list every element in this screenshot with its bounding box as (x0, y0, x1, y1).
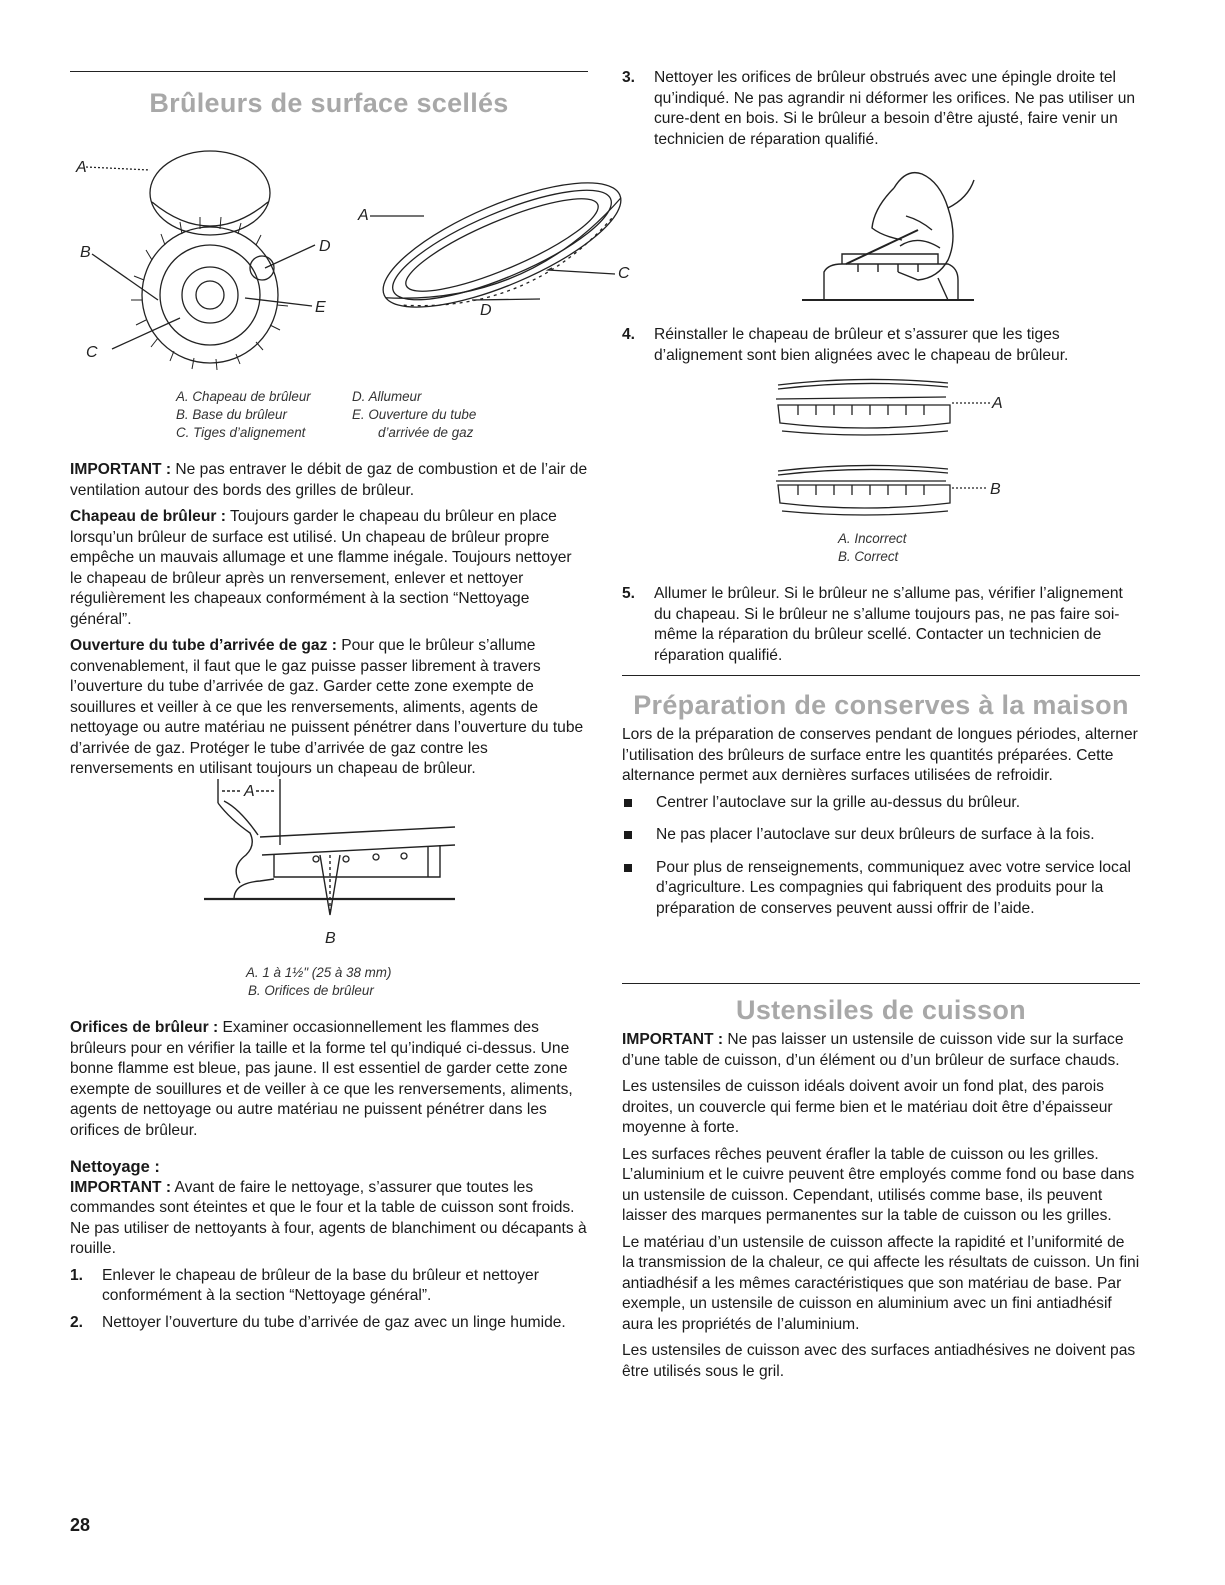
chapeau-paragraph (70, 507, 588, 630)
list-item (622, 825, 1140, 846)
list-item (622, 793, 1140, 814)
page-number: 28 (70, 1515, 91, 1535)
list-item (70, 1313, 588, 1334)
caption: B. Orifices de brûleur (248, 983, 374, 998)
paragraph-text: Toujours garder le chapeau du brûleur en place lorsqu’un brûleur de surface est utilisé. Un chapeau de brûleur propre empêche un mauvais allumage et une flamme inégale. Toujours nettoyer le chapeau de brûleur après un renversement, enlever et nettoyer régulièrement les chapeaux conformément à la section “Nettoyage général”. (70, 508, 572, 628)
paragraph-text: Ne pas laisser un ustensile de cuisson vide sur la surface d’une table de cuisson, d’un élément ou d’un brûleur de surface chauds. (622, 1031, 1124, 1069)
burner-parts-figure (70, 150, 630, 382)
caption: A. Chapeau de brûleur (176, 389, 311, 404)
label-a-oval: A (358, 207, 369, 224)
step-text: Nettoyer l’ouverture du tube d’arrivée de gaz avec un linge humide. (102, 1313, 566, 1331)
list-item (70, 1266, 588, 1307)
left-text-block-1 (70, 460, 588, 780)
ustensiles-paragraph: Les ustensiles de cuisson idéals doivent avoir un fond plat, des parois droites, un couvercle qui ferme bien et le matériau doit être d’épaisseur moyenne à forte. (622, 1078, 1113, 1136)
bold-label: Orifices de brûleur : (70, 1019, 219, 1036)
conserves-intro: Lors de la préparation de conserves pendant de longues périodes, alterner l’utilisation des brûleurs de surface entre les quantités préparées. Cette alternance permet aux dernières surfaces utilisées de refroidir. (622, 726, 1138, 784)
label-d: D (319, 238, 331, 255)
list-item (622, 584, 1140, 666)
bold-label: Ouverture du tube d’arrivée de gaz : (70, 637, 337, 654)
step-number: 2. (70, 1313, 84, 1331)
alignment-label-a: A (992, 395, 1003, 412)
section-title-ustensiles: Ustensiles de cuisson (736, 995, 1026, 1025)
list-item (622, 325, 1140, 366)
ustensiles-paragraph: Les ustensiles de cuisson avec des surfaces antiadhésives ne doivent pas être utilisés sous le gril. (622, 1342, 1136, 1380)
list-item (622, 858, 1140, 920)
step-text: Réinstaller le chapeau de brûleur et s’assurer que les tiges d’alignement sont bien alignées avec le chapeau de brûleur. (654, 326, 1069, 364)
conserves-bullets (622, 793, 1140, 920)
fig1-captions-col2 (352, 388, 476, 442)
important3-paragraph (622, 1030, 1140, 1071)
paragraph-text: Examiner occasionnellement les flammes des brûleurs pour en vérifier la taille et la forme tel qu’indiqué ci-dessus. Une bonne flamme est bleue, pas jaune. Il est essentiel de garder cette zone exempte de souillures et de veiller à ce que les renversements, aliments, agents de nettoyage ou autre matériau ne puissent pénétrer dans les orifices de brûleur. (70, 1019, 573, 1139)
left-text-block-2 (70, 1018, 588, 1333)
paragraph-text: Ne pas entraver le débit de gaz de combustion et de l’air de ventilation autour des bords des grilles de brûleur. (70, 461, 588, 499)
step-number: 1. (70, 1266, 84, 1284)
caption: E. Ouverture du tube (352, 407, 477, 422)
ustensiles-paragraph: Les surfaces rêches peuvent érafler la table de cuisson ou les grilles. L’aluminium et le cuivre peuvent être employés comme fond ou base dans un ustensile de cuisson. Cependant, utilisés comme base, ils peuvent laisser des marques permanentes sur la table de cuisson ou les grilles. (622, 1145, 1135, 1224)
caption: A. Incorrect (838, 531, 907, 546)
section-rule (622, 983, 1140, 984)
paragraph-text: Pour que le brûleur s’allume convenablement, il faut que le gaz puisse passer librement à travers l’ouverture du tube d’arrivée de gaz. Garder cette zone exempte de souillures et veiller à ce que les renversements, aliments, agents de nettoyage ou autre matériau ne puissent pénétrer dans l’ouverture du tube d’arrivée de gaz. Protéger le tube d’arrivée de gaz contre les renversements en utilisant toujours un chapeau de brûleur. (70, 637, 584, 777)
caption: B. Base du brûleur (176, 407, 287, 422)
label-d-oval: D (480, 302, 492, 319)
bold-label: IMPORTANT : (70, 1178, 172, 1196)
caption: D. Allumeur (352, 389, 422, 404)
ustensiles-block (622, 1030, 1140, 1382)
fig4-captions (838, 530, 906, 566)
bold-label: IMPORTANT : (622, 1031, 724, 1048)
important-paragraph (70, 460, 588, 501)
label-e: E (315, 299, 326, 316)
orifices-paragraph (70, 1018, 588, 1141)
section-rule (622, 675, 1140, 676)
bold-label: Chapeau de brûleur : (70, 508, 226, 525)
caption: B. Correct (838, 549, 899, 564)
step-text: Enlever le chapeau de brûleur de la base du brûleur et nettoyer conformément à la section “Nettoyage général”. (102, 1266, 539, 1304)
label-c-oval: C (618, 265, 630, 282)
step-number: 4. (622, 326, 636, 343)
conserves-block (622, 725, 1140, 919)
step-text: Allumer le brûleur. Si le brûleur ne s’allume pas, vérifier l’alignement du chapeau. Si le brûleur ne s’allume toujours pas, ne pas faire soi-même la réparation du brûleur scellé. Contacter un technicien de réparation qualifié. (654, 585, 1123, 664)
bullet-square-icon (624, 831, 632, 839)
caption: C. Tiges d’alignement (176, 425, 306, 440)
caption: d’arrivée de gaz (378, 425, 474, 440)
step3-list (622, 68, 1140, 150)
section-title-conserves: Préparation de conserves à la maison (633, 690, 1129, 720)
flame-orifice-figure (190, 775, 490, 957)
ouverture-paragraph (70, 636, 588, 780)
label-b: B (80, 244, 91, 261)
section-rule (70, 71, 588, 72)
list-item (622, 68, 1140, 150)
cleaning-steps-list (70, 1266, 588, 1334)
step-number: 5. (622, 585, 636, 602)
cap-alignment-figure (768, 375, 1008, 523)
section-title-bruleurs: Brûleurs de surface scellés (149, 88, 509, 118)
step-number: 3. (622, 69, 636, 86)
caption: A. 1 à 1½" (25 à 38 mm) (246, 965, 392, 980)
fig2-captions (246, 964, 391, 1000)
step-text: Nettoyer les orifices de brûleur obstrués avec une épingle droite tel qu’indiqué. Ne pas agrandir ni déformer les orifices. Ne pas utiliser un cure-dent en bois. Si le brûleur a besoin d’être ajusté, faire venir un technicien de réparation qualifié. (654, 69, 1136, 148)
paragraph-text: Avant de faire le nettoyage, s’assurer que toutes les commandes sont éteintes et que le four et la table de cuisson sont froids. Ne pas utiliser de nettoyants à four, agents de blanchiment ou décapants à rouille. (70, 1178, 587, 1257)
nettoyage-heading: Nettoyage : (70, 1158, 160, 1176)
orifice-label-b: B (325, 930, 336, 947)
step4-list (622, 325, 1140, 366)
bullet-square-icon (624, 864, 632, 872)
ustensiles-paragraph: Le matériau d’un ustensile de cuisson affecte la rapidité et l’uniformité de la transmission de la chaleur, ce qui affecte les résultats de cuisson. Un fini antiadhésif a les mêmes caractéristiques que son matériau de base. Par exemple, un ustensile de cuisson en aluminium avec un fini antiadhésif aura les propriétés de l’aluminium. (622, 1233, 1140, 1333)
bullet-text: Ne pas placer l’autoclave sur deux brûleurs de surface à la fois. (656, 826, 1095, 843)
step5-list (622, 584, 1140, 666)
fig1-captions-col1 (176, 388, 311, 442)
bullet-text: Centrer l’autoclave sur la grille au-dessus du brûleur. (656, 793, 1021, 811)
important2-paragraph (70, 1178, 588, 1260)
bullet-text: Pour plus de renseignements, communiquez avec votre service local d’agriculture. Les compagnies qui fabriquent des produits pour la préparation de conserves peuvent aussi offrir de l’aide. (656, 858, 1131, 917)
alignment-label-b: B (990, 481, 1001, 498)
pin-cleaning-figure (798, 168, 988, 306)
bold-label: IMPORTANT : (70, 461, 172, 478)
label-a: A (76, 159, 87, 176)
label-c: C (86, 344, 98, 361)
bullet-square-icon (624, 799, 632, 807)
flame-label-a: A (244, 783, 255, 800)
